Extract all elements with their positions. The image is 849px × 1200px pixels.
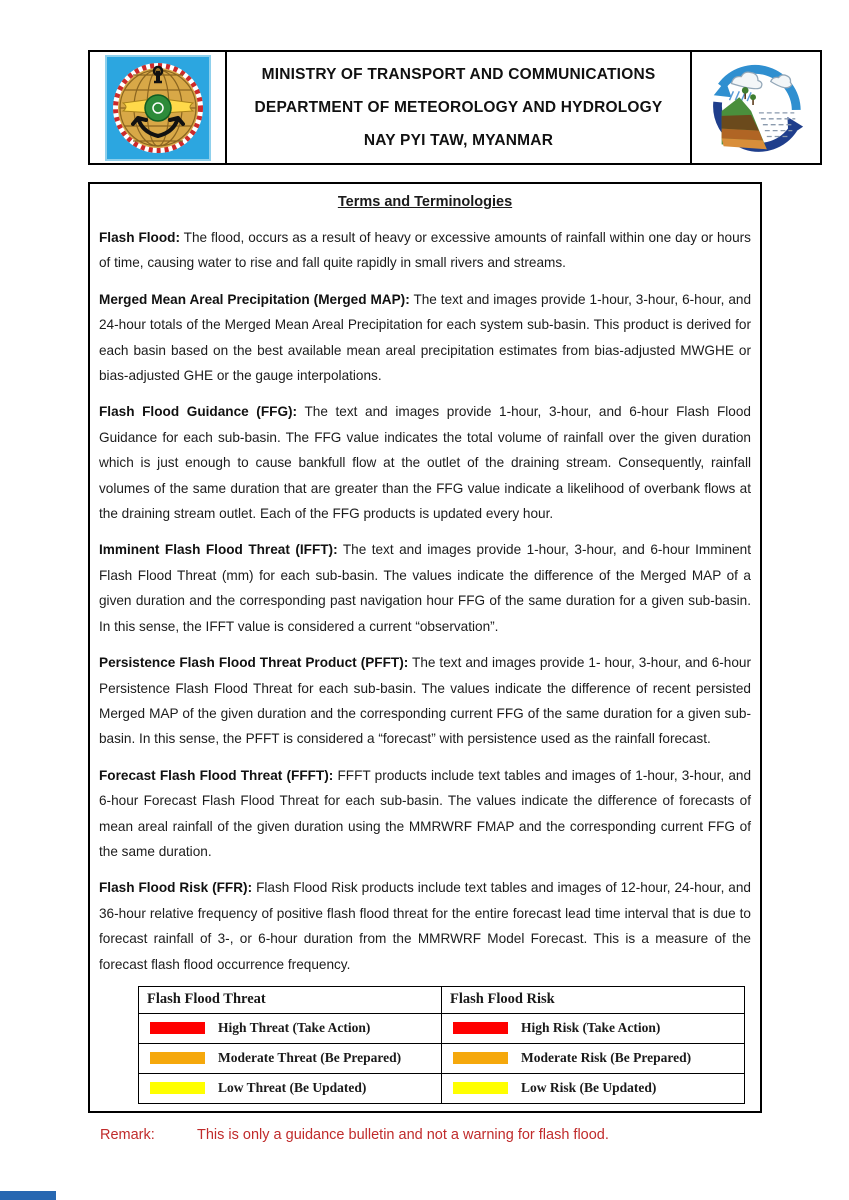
low-threat-swatch — [150, 1082, 205, 1094]
paragraph-pfft — [99, 650, 751, 752]
high-risk-label: High Risk (Take Action) — [521, 1020, 661, 1036]
term-label: Flash Flood Guidance (FFG): — [99, 404, 298, 420]
legend-header-threat: Flash Flood Threat — [139, 986, 442, 1013]
paragraph-ffft — [99, 763, 751, 865]
term-definition: The flood, occurs as a result of heavy or excessive amounts of rainfall within one day or hours of time, causing water to rise and fall quite rapidly in small rivers and streams. — [99, 230, 751, 271]
term-label: Persistence Flash Flood Threat Product (PFFT): — [99, 655, 409, 671]
term-label: Flash Flood Risk (FFR): — [99, 880, 253, 896]
low-risk-swatch — [453, 1082, 508, 1094]
page-title: Terms and Terminologies — [337, 194, 513, 210]
term-label: Imminent Flash Flood Threat (IFFT): — [99, 542, 338, 558]
low-risk-label: Low Risk (Be Updated) — [521, 1080, 657, 1096]
legend-row-low — [139, 1073, 745, 1103]
location-title: NAY PYI TAW, MYANMAR — [363, 132, 554, 149]
term-definition: The text and images provide 1-hour, 3-hour, and 6-hour Flash Flood Guidance for each sub-basin. The FFG value indicates the total volume of rainfall over the given duration which is just enough to cause bankfull flow at the outlet of the draining stream. Consequently, rainfall volumes of the same duration that are greater than the FFG value indicate a likelihood of overbank flows at the draining stream outlet. Each of the FFG products is updated every hour. — [99, 404, 751, 522]
department-title: DEPARTMENT OF METEOROLOGY AND HYDROLOGY — [254, 99, 663, 116]
paragraph-ffr — [99, 875, 751, 977]
remark-line — [100, 1127, 780, 1143]
legend-header-risk: Flash Flood Risk — [442, 986, 745, 1013]
ministry-title: MINISTRY OF TRANSPORT AND COMMUNICATIONS — [261, 66, 656, 83]
term-definition: The text and images provide 1-hour, 3-hour, and 6-hour Imminent Flash Flood Threat (mm) for each sub-basin. The values indicate the difference of the Merged MAP of a given duration and the corresponding past navigation hour FFG of the same duration for a given sub-basin. In this sense, the IFFT value is considered a current “observation”. — [99, 542, 751, 634]
terms-box — [88, 182, 762, 1113]
water-cycle-emblem-icon — [702, 54, 810, 162]
paragraph-ifft — [99, 537, 751, 639]
paragraph-merged-map — [99, 287, 751, 389]
moderate-threat-swatch — [150, 1052, 205, 1064]
letterhead — [88, 50, 822, 165]
ministry-emblem-icon — [105, 55, 211, 161]
moderate-risk-label: Moderate Risk (Be Prepared) — [521, 1050, 692, 1066]
moderate-risk-swatch — [453, 1052, 508, 1064]
term-definition: Flash Flood Risk products include text tables and images of 12-hour, 24-hour, and 36-hour relative frequency of positive flash flood threat for the entire forecast lead time interval that is due to forecast rainfall of 3-, or 6-hour duration from the MMRWRF Model Forecast. This is a measure of the forecast flash flood occurrence frequency. — [99, 880, 751, 972]
high-threat-label: High Threat (Take Action) — [218, 1020, 371, 1036]
term-label: Forecast Flash Flood Threat (FFFT): — [99, 767, 334, 783]
letterhead-right-cell — [690, 52, 820, 163]
legend-row-moderate — [139, 1043, 745, 1073]
term-label: Merged Mean Areal Precipitation (Merged MAP): — [99, 291, 410, 307]
low-threat-label: Low Threat (Be Updated) — [218, 1080, 367, 1096]
remark-label: Remark: — [100, 1127, 155, 1143]
term-label: Flash Flood: — [99, 230, 180, 245]
legend-header-row — [139, 986, 745, 1013]
term-definition: FFFT products include text tables and images of 1-hour, 3-hour, and 6-hour Forecast Flash Flood Threat for each sub-basin. The values indicate the difference of forecasts of mean areal rainfall of the given duration using the MMRWRF FMAP and the corresponding current FFG of the same duration. — [99, 767, 752, 859]
legend-table — [138, 986, 745, 1104]
paragraph-ffg — [99, 399, 751, 526]
term-definition: The text and images provide 1-hour, 3-hour, 6-hour, and 24-hour totals of the Merged Mean Areal Precipitation for each system sub-basin. This product is derived for each basin based on the best available mean areal precipitation estimates from bias-adjusted MWGHE or bias-adjusted GHE or the gauge interpolations. — [99, 291, 752, 384]
letterhead-left-cell — [90, 52, 227, 163]
high-threat-swatch — [150, 1022, 205, 1034]
legend-row-high — [139, 1013, 745, 1043]
moderate-threat-label: Moderate Threat (Be Prepared) — [218, 1050, 402, 1066]
term-definition: The text and images provide 1- hour, 3-hour, and 6-hour Persistence Flash Flood Threat for each sub-basin. The values indicate the difference of recent persisted Merged MAP of the given duration and the corresponding current FFG of the same duration for a given sub-basin. In this sense, the PFFT is considered a “forecast” with persistence used as the rainfall forecast. — [99, 655, 752, 747]
letterhead-titles — [227, 52, 690, 163]
high-risk-swatch — [453, 1022, 508, 1034]
remark-text: This is only a guidance bulletin and not a warning for flash flood. — [197, 1127, 609, 1143]
next-page-edge-strip — [0, 1191, 56, 1200]
paragraph-flash-flood — [99, 225, 751, 276]
